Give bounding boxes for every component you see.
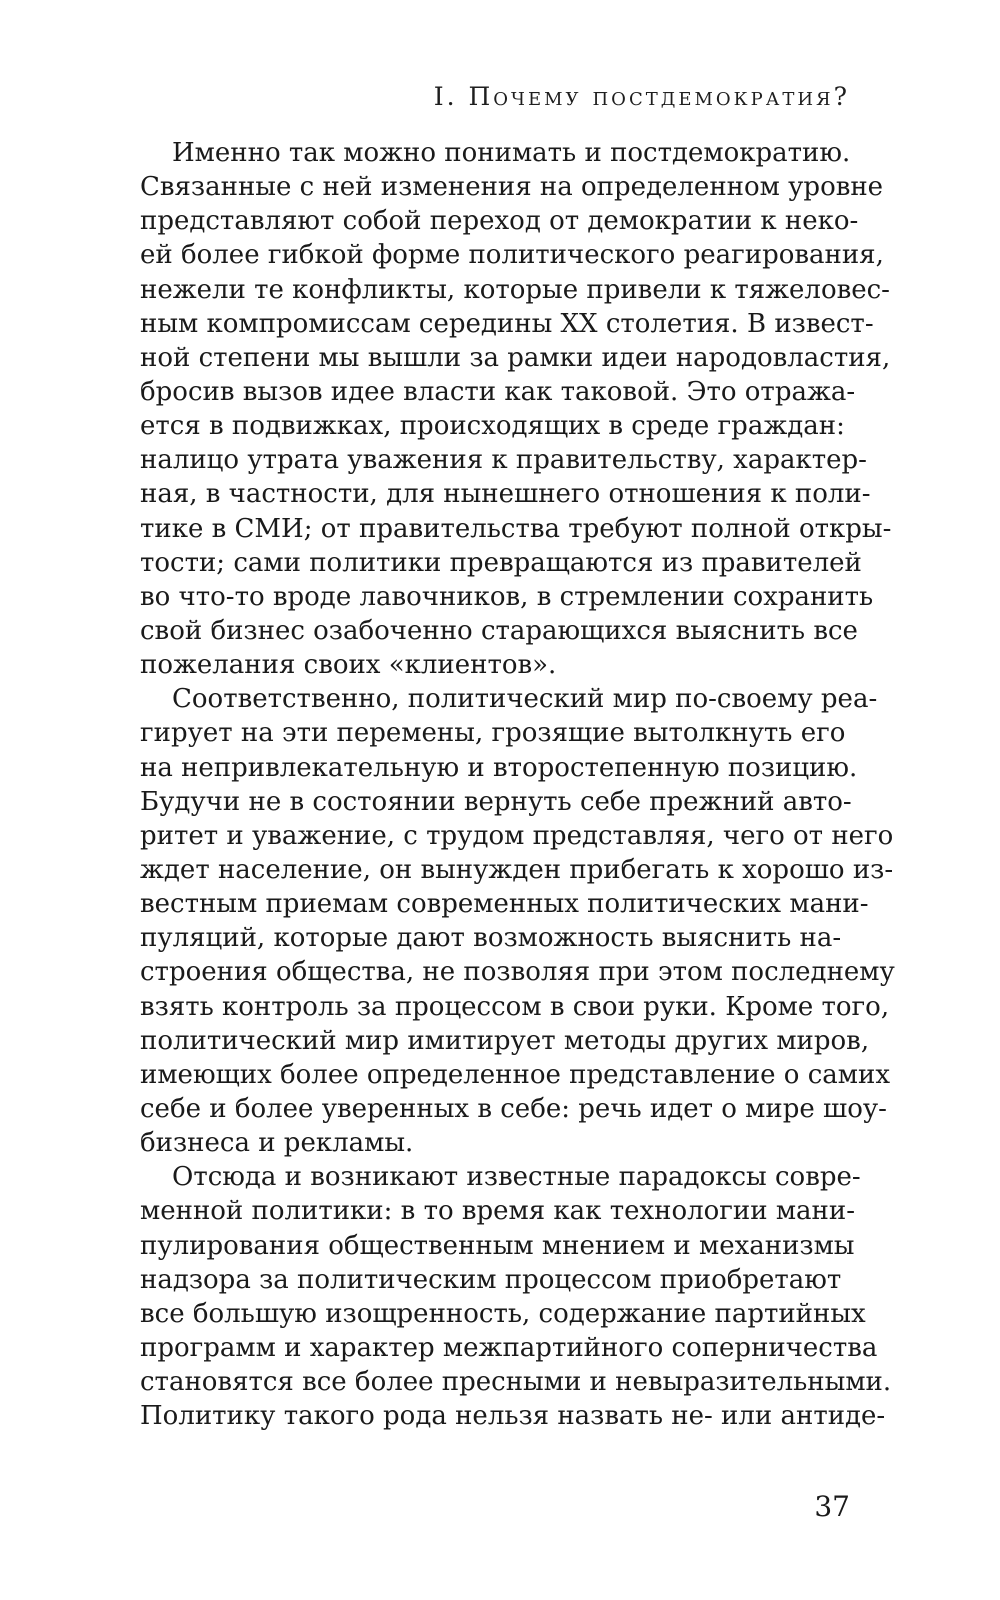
text-line: Связанные с ней изменения на определенном уровне	[140, 172, 884, 203]
text-line: менной политики: в то время как технологии мани-	[140, 1196, 855, 1227]
text-line: политический мир имитирует методы других миров,	[140, 1025, 870, 1056]
text-line: взять контроль за процессом в свои руки. Кроме того,	[140, 991, 890, 1022]
text-line: себе и более уверенных в себе: речь идет о мире шоу-	[140, 1093, 887, 1124]
text-line: ным компромиссам середины XX столетия. В извест-	[140, 308, 874, 339]
page-number: 37	[814, 1490, 850, 1523]
text-line: свой бизнес озабоченно старающихся выяснить все	[140, 615, 858, 646]
running-head: I. Почему постдемократия?	[433, 82, 850, 111]
text-line: Отсюда и возникают известные парадоксы совре-	[172, 1162, 861, 1193]
text-line: ритет и уважение, с трудом представляя, чего от него	[140, 820, 894, 851]
text-line: ей более гибкой форме политического реагирования,	[140, 240, 884, 271]
text-line: бизнеса и рекламы.	[140, 1128, 414, 1159]
text-line: Соответственно, политический мир по-своему реа-	[172, 684, 878, 715]
text-line: Именно так можно понимать и постдемократию.	[172, 138, 851, 168]
text-line: надзора за политическим процессом приобретают	[140, 1264, 842, 1295]
text-line: пулирования общественным мнением и механизмы	[140, 1230, 855, 1261]
text-line: ная, в частности, для нынешнего отношения к поли-	[140, 479, 871, 510]
text-line: налицо утрата уважения к правительству, характер-	[140, 445, 867, 476]
text-line: ной степени мы вышли за рамки идеи народовластия,	[140, 342, 891, 373]
text-line: бросив вызов идее власти как таковой. Это отража-	[140, 376, 856, 407]
text-line: все большую изощренность, содержание партийных	[140, 1298, 866, 1329]
text-line: нежели те конфликты, которые привели к тяжеловес-	[140, 274, 890, 305]
text-line: тике в СМИ; от правительства требуют полной откры-	[140, 513, 892, 544]
text-line: пожелания своих «клиентов».	[140, 650, 557, 681]
text-line: Будучи не в состоянии вернуть себе прежний авто-	[140, 786, 852, 817]
text-line: пуляций, которые дают возможность выяснить на-	[140, 923, 842, 954]
text-line: ждет население, он вынужден прибегать к хорошо из-	[140, 854, 894, 885]
text-line: Политику такого рода нельзя назвать не- или антиде-	[140, 1401, 886, 1432]
text-line: программ и характер межпартийного соперничества	[140, 1332, 878, 1363]
text-line: становятся все более пресными и невыразительными.	[140, 1367, 892, 1398]
text-line: на непривлекательную и второстепенную позицию.	[140, 752, 858, 783]
text-line: гирует на эти перемены, грозящие вытолкнуть его	[140, 718, 846, 749]
text-line: во что-то вроде лавочников, в стремлении сохранить	[140, 581, 874, 612]
text-line: представляют собой переход от демократии к неко-	[140, 206, 859, 237]
text-line: тости; сами политики превращаются из правителей	[140, 547, 862, 578]
text-line: ется в подвижках, происходящих в среде граждан:	[140, 411, 845, 442]
text-line: имеющих более определенное представление о самих	[140, 1059, 891, 1090]
text-line: вестным приемам современных политических мани-	[140, 889, 869, 920]
body-text	[140, 136, 895, 1433]
text-line: строения общества, не позволяя при этом последнему	[140, 957, 895, 988]
